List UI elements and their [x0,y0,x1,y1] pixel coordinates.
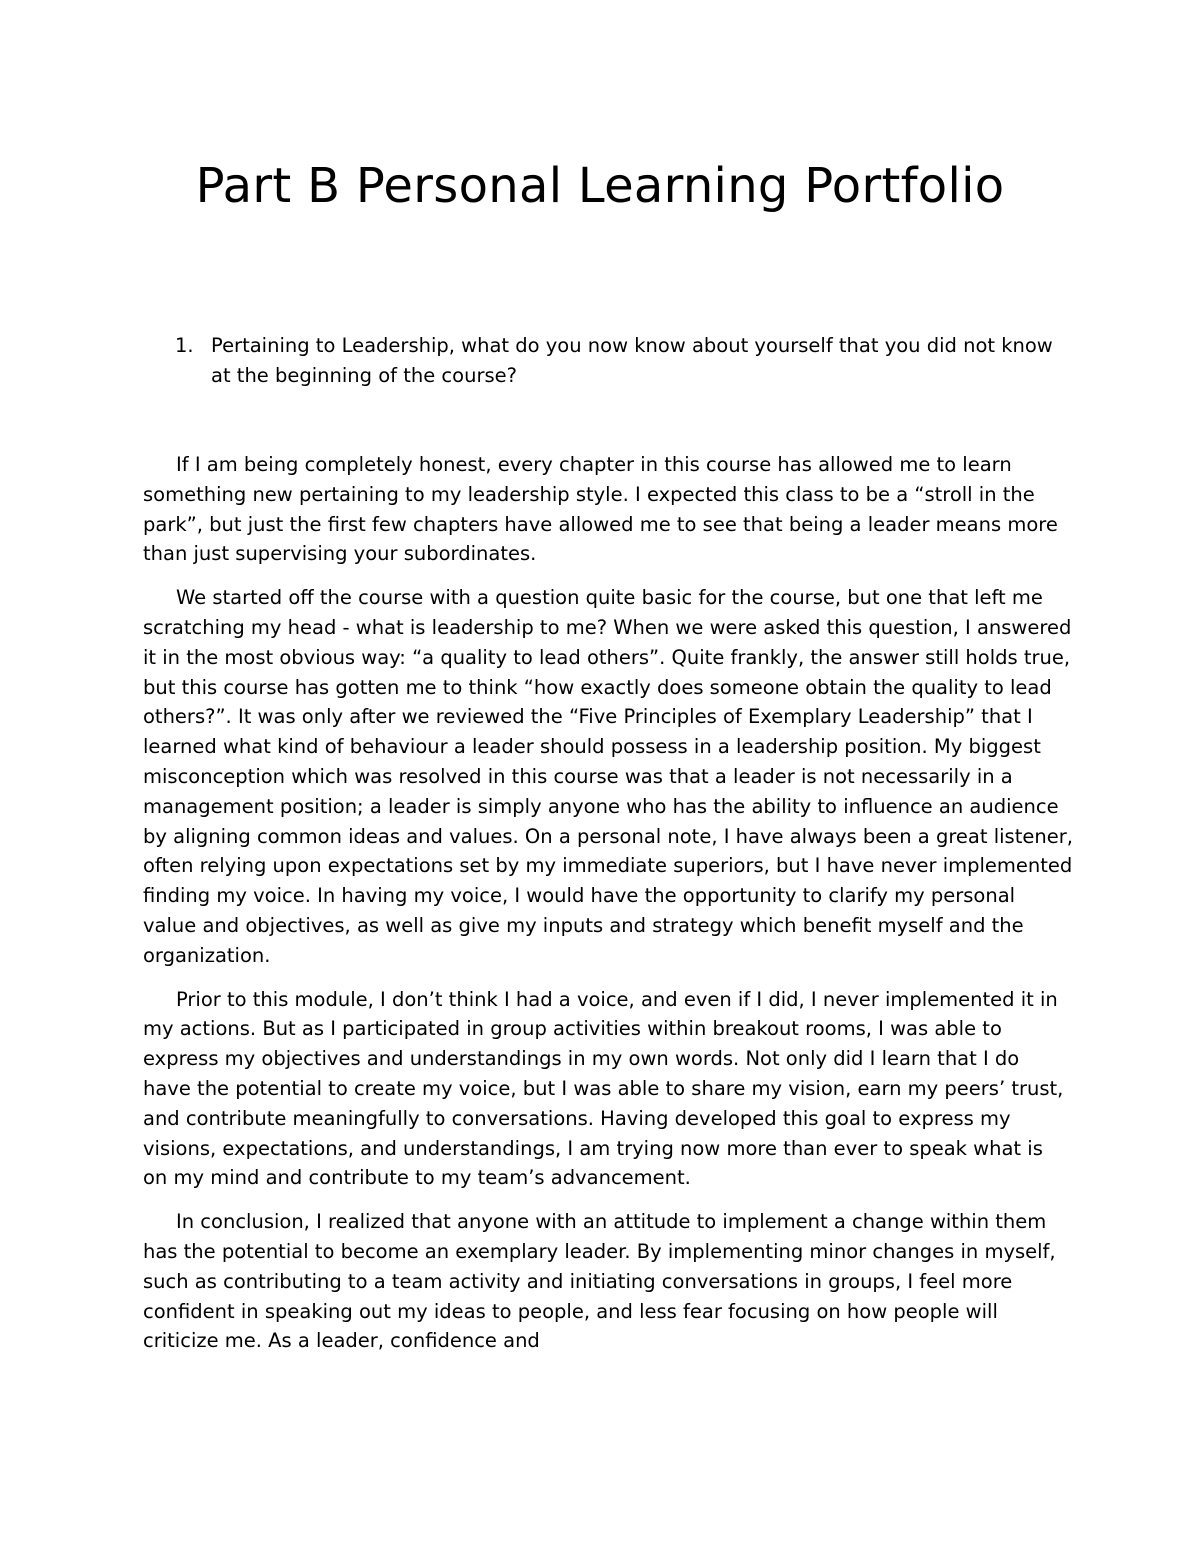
question-item [175,331,1065,391]
paragraph: Prior to this module, I don’t think I had a voice, and even if I did, I never implemented it in my actions. But as I participated in group activities within breakout rooms, I was able to express my objectives and understandings in my own words. Not only did I learn that I do have the potential to create my voice, but I was able to share my vision, earn my peers’ trust, and contribute meaningfully to conversations. Having developed this goal to express my visions, expectations, and understandings, I am trying now more than ever to speak what is on my mind and contribute to my team’s advancement. [143,987,1064,1190]
document-title: Part B Personal Learning Portfolio [195,158,1005,214]
paragraph: If I am being completely honest, every chapter in this course has allowed me to learn something new pertaining to my leadership style. I expected this class to be a “stroll in the park”, but just the first few chapters have allowed me to see that being a leader means more than just supervising your subordinates. [143,453,1058,566]
question-text: Pertaining to Leadership, what do you now know about yourself that you did not know at the beginning of the course? [211,334,1053,387]
paragraph: In conclusion, I realized that anyone with an attitude to implement a change within them has the potential to become an exemplary leader. By implementing minor changes in myself, such as contributing to a team activity and initiating conversations in groups, I feel more confident in speaking out my ideas to people, and less fear focusing on how people will criticize me. As a leader, confidence and [143,1210,1056,1353]
answer-body [143,450,1073,1370]
paragraph: We started off the course with a question quite basic for the course, but one that left me scratching my head - what is leadership to me? When we were asked this question, I answered it in the most obvious way: “a quality to lead others”. Quite frankly, the answer still holds true, but this course has gotten me to think “how exactly does someone obtain the quality to lead others?”. It was only after we reviewed the “Five Principles of Exemplary Leadership” that I learned what kind of behaviour a leader should possess in a leadership position. My biggest misconception which was resolved in this course was that a leader is not necessarily in a management position; a leader is simply anyone who has the ability to influence an audience by aligning common ideas and values. On a personal note, I have always been a great listener, often relying upon expectations set by my immediate superiors, but I have never implemented finding my voice. In having my voice, I would have the opportunity to clarify my personal value and objectives, as well as give my inputs and strategy which benefit myself and the organization. [143,586,1073,967]
question-number: 1. [175,334,194,357]
